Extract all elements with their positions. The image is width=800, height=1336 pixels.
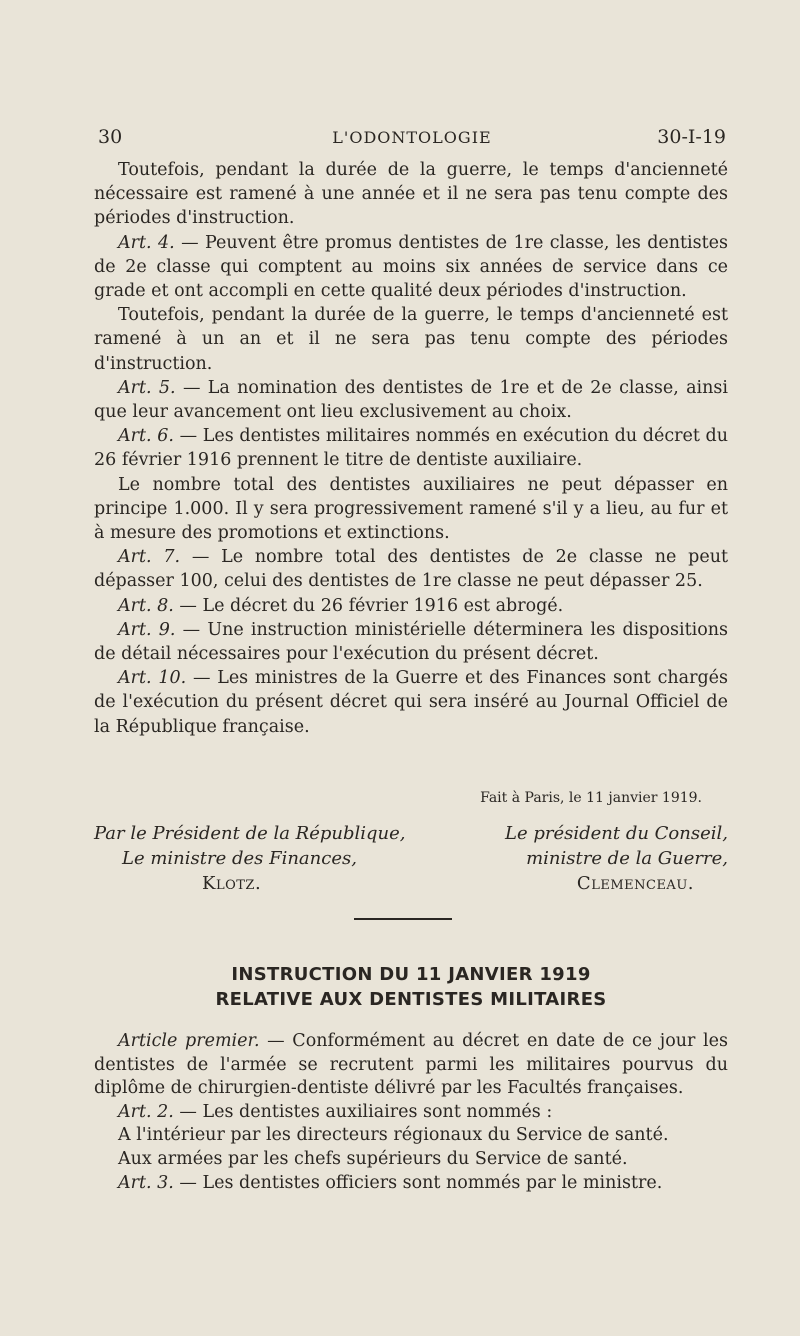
paragraph: Toutefois, pendant la durée de la guerre, le temps d'ancienneté nécessaire est ramené à une année et il ne sera pas tenu compte des périodes d'instruction. xyxy=(94,160,728,229)
page-number: 30 xyxy=(98,126,123,148)
paragraph: A l'intérieur par les directeurs régionaux du Service de santé. xyxy=(118,1125,669,1146)
decree-body xyxy=(94,158,728,739)
paragraph: Art. 6. — Les dentistes militaires nommés en exécution du décret du 26 février 1916 prennent le titre de dentiste auxiliaire. xyxy=(94,426,729,471)
section-heading-line2: RELATIVE AUX DENTISTES MILITAIRES xyxy=(215,989,607,1010)
signature-right-line1: Le président du Conseil, xyxy=(505,823,728,844)
signature-right-line2: ministre de la Guerre, xyxy=(526,848,728,869)
paragraph: Aux armées par les chefs supérieurs du Service de santé. xyxy=(118,1148,628,1169)
paragraph: Le nombre total des dentistes auxiliaires ne peut dépasser en principe 1.000. Il y sera progressivement ramené s'il y a lieu, au fur et à mesure des promotions et extinctions. xyxy=(94,474,728,544)
paragraph: Art. 7. — Le nombre total des dentistes de 2e classe ne peut dépasser 100, celui des dentistes de 1re classe ne peut dépasser 25. xyxy=(94,547,729,592)
paragraph: Article premier. — Conformément au décret en date de ce jour les dentistes de l'armée se recrutent parmi les militaires pourvus du diplôme de chirurgien-dentiste délivré par les Facultés françaises. xyxy=(94,1031,728,1099)
section-heading-line1: INSTRUCTION DU 11 JANVIER 1919 xyxy=(231,964,591,985)
signature-block xyxy=(94,822,728,897)
paragraph: Toutefois, pendant la durée de la guerre, le temps d'ancienneté est ramené à un an et il ne sera pas tenu compte des périodes d'instruction. xyxy=(94,305,728,374)
signature-left-line1: Par le Président de la République, xyxy=(94,823,406,844)
signature-left-line2: Le ministre des Finances, xyxy=(122,848,357,869)
section-divider xyxy=(354,918,452,920)
paragraph: Art. 8. — Le décret du 26 février 1916 est abrogé. xyxy=(118,595,564,616)
issue-date: 30-I-19 xyxy=(657,126,726,148)
paragraph: Art. 3. — Les dentistes officiers sont nommés par le ministre. xyxy=(118,1172,663,1193)
paragraph: Art. 4. — Peuvent être promus dentistes de 1re classe, les dentistes de 2e classe qui comptent au moins six années de service dans ce grade et ont accompli en cette qualité deux périodes d'instruction. xyxy=(94,232,728,302)
paragraph: Art. 5. — La nomination des dentistes de 1re et de 2e classe, ainsi que leur avancement ont lieu exclusivement au choix. xyxy=(94,377,728,423)
paragraph: Art. 2. — Les dentistes auxiliaires sont nommés : xyxy=(118,1101,553,1122)
instruction-body xyxy=(94,1030,728,1195)
signature-left-name: Klotz. xyxy=(202,873,262,894)
section-heading xyxy=(94,962,728,1012)
paragraph: Art. 10. — Les ministres de la Guerre et des Finances sont chargés de l'exécution du présent décret qui sera inséré au Journal Officiel de la République française. xyxy=(94,668,728,737)
page-header xyxy=(98,126,726,152)
signature-right-name: Clemenceau. xyxy=(576,873,694,894)
paragraph: Art. 9. — Une instruction ministérielle déterminera les dispositions de détail nécessaires pour l'exécution du présent décret. xyxy=(94,619,729,665)
signature-place-date: Fait à Paris, le 11 janvier 1919. xyxy=(480,790,702,806)
journal-title: L'ODONTOLOGIE xyxy=(332,128,492,147)
